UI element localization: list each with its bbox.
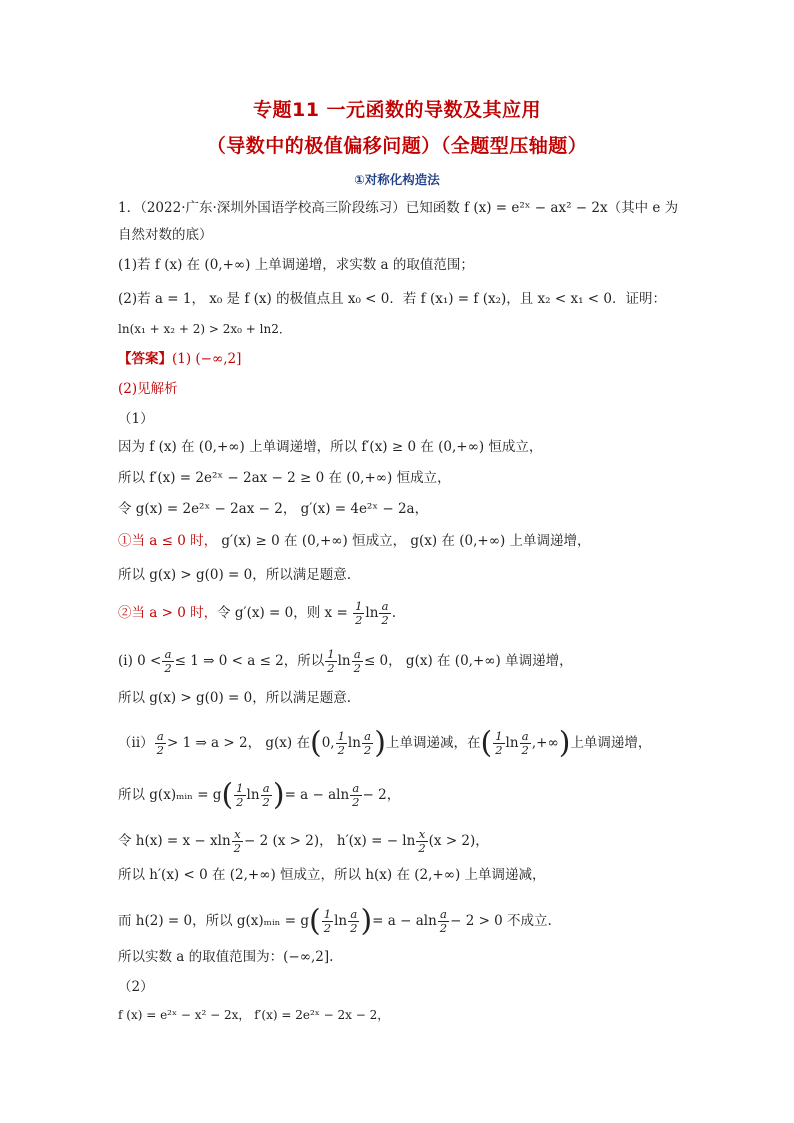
problem-line-2: 自然对数的底） (118, 227, 213, 243)
fraction: $\frac{1}{2}$ (337, 729, 345, 757)
solution-line: 所以 g(x)ₘᵢₙ = g( $\frac{1}{2}$ ln $\frac{a}{2}$ )= a − aln $\frac{a}{2}$ − 2， (118, 777, 401, 813)
fraction: $\frac{a}{2}$ (262, 781, 270, 809)
fraction: $\frac{1}{2}$ (355, 599, 363, 627)
answer-part-2: (2)见解析 (118, 381, 178, 397)
solution-line: 令 h(x) = x − xln $\frac{x}{2}$ − 2 (x > 2)， h′(x) = − ln $\frac{x}{2}$ (x > 2)， (118, 827, 489, 855)
solution-line: 因为 f (x) 在 (0,+∞) 上单调递增，所以 f′(x) ≥ 0 在 (0,+∞) 恒成立， (118, 439, 543, 455)
fraction: $\frac{a}{2}$ (381, 599, 389, 627)
fraction: $\frac{1}{2}$ (327, 647, 335, 675)
fraction: $\frac{a}{2}$ (439, 907, 448, 935)
solution-part-2-heading: （2） (118, 979, 154, 995)
problem-part-1: (1)若 f (x) 在 (0,+∞) 上单调递增，求实数 a 的取值范围； (118, 257, 474, 273)
fraction: $\frac{1}{2}$ (236, 781, 244, 809)
problem-part-2: (2)若 a = 1， x₀ 是 f (x) 的极值点且 x₀ < 0．若 f (x₁) = f (x₂)，且 x₂ < x₁ < 0．证明： (118, 291, 666, 307)
case-label: ①当 a ≤ 0 时， (118, 533, 218, 549)
fraction: $\frac{a}{2}$ (352, 781, 360, 809)
section-heading: ①对称化构造法 (354, 172, 440, 187)
solution-line: 而 h(2) = 0，所以 g(x)ₘᵢₙ = g( $\frac{1}{2}$ ln $\frac{a}{2}$ )= a − aln $\frac{a}{2}$ − 2 > 0 不成立. (118, 903, 552, 939)
solution-line: f (x) = e²ˣ − x² − 2x， f′(x) = 2e²ˣ − 2x − 2， (118, 1008, 390, 1022)
case-label: ②当 a > 0 时， (118, 605, 218, 621)
fraction: $\frac{a}{2}$ (156, 729, 164, 757)
solution-line: （ii） $\frac{a}{2}$ > 1 ⇒ a > 2， g(x) 在(0, $\frac{1}{2}$ ln $\frac{a}{2}$ )上单调递减，在( $\frac{1}{2}$ ln $\frac{a}{2}$ ,+∞)上单调递增， (118, 725, 652, 761)
solution-line: ②当 a > 0 时，令 g′(x) = 0，则 x = $\frac{1}{2}$ ln $\frac{a}{2}$ . (118, 599, 397, 627)
solution-line: 所以 g(x) > g(0) = 0，所以满足题意. (118, 690, 352, 706)
solution-line: 所以实数 a 的取值范围为：(−∞,2]. (118, 949, 334, 965)
problem-part-2-conclusion: ln(x₁ + x₂ + 2) > 2x₀ + ln2． (118, 322, 291, 336)
solution-line (118, 532, 718, 550)
fraction: $\frac{x}{2}$ (418, 827, 426, 855)
answer-line (118, 350, 718, 368)
case-text: g′(x) ≥ 0 在 (0,+∞) 恒成立， g(x) 在 (0,+∞) 上单调递增， (217, 533, 591, 549)
solution-line: 所以 f′(x) = 2e²ˣ − 2ax − 2 ≥ 0 在 (0,+∞) 恒成立， (118, 470, 451, 486)
problem-line-1: 1．（2022·广东·深圳外国语学校高三阶段练习）已知函数 f (x) = e²ˣ − ax² − 2x（其中 e 为 (118, 200, 679, 216)
fraction: $\frac{a}{2}$ (164, 647, 172, 675)
page-subtitle: （导数中的极值偏移问题）（全题型压轴题） (206, 135, 588, 157)
solution-line: (i) 0 < $\frac{a}{2}$ ≤ 1 ⇒ 0 < a ≤ 2，所以 $\frac{1}{2}$ ln $\frac{a}{2}$ ≤ 0， g(x) 在 (0,+∞) 单调递增， (118, 647, 573, 675)
fraction: $\frac{a}{2}$ (363, 729, 372, 757)
solution-line: 所以 g(x) > g(0) = 0，所以满足题意. (118, 567, 352, 583)
solution-line: 所以 h′(x) < 0 在 (2,+∞) 恒成立，所以 h(x) 在 (2,+∞) 上单调递减， (118, 867, 546, 883)
page-title: 专题11 一元函数的导数及其应用 (252, 99, 542, 121)
fraction: $\frac{1}{2}$ (323, 907, 332, 935)
answer-part-1: (1) (−∞,2] (172, 351, 242, 367)
answer-label: 【答案】 (118, 351, 172, 367)
fraction: $\frac{1}{2}$ (495, 729, 503, 757)
fraction: $\frac{x}{2}$ (233, 827, 241, 855)
fraction: $\frac{a}{2}$ (521, 729, 529, 757)
fraction: $\frac{a}{2}$ (353, 647, 361, 675)
solution-part-1-heading: （1） (118, 411, 154, 427)
fraction: $\frac{a}{2}$ (350, 907, 358, 935)
solution-line: 令 g(x) = 2e²ˣ − 2ax − 2， g′(x) = 4e²ˣ − 2a， (118, 501, 429, 517)
case-text: 令 g′(x) = 0，则 x = (217, 605, 353, 621)
